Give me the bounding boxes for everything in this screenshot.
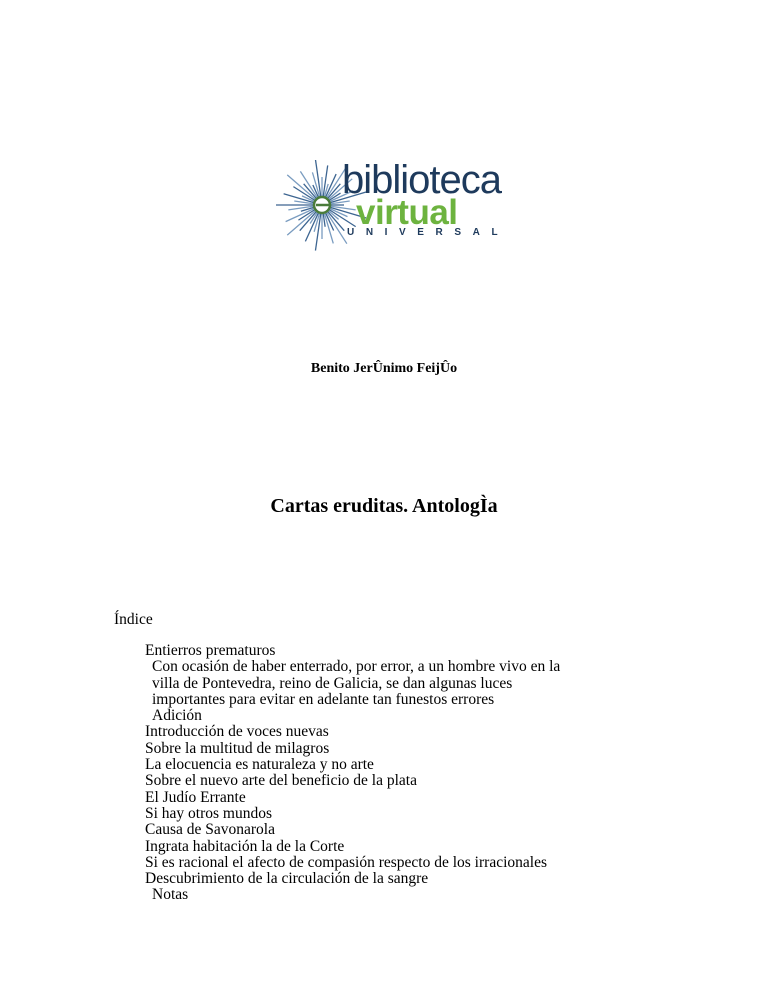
- toc-item[interactable]: Sobre el nuevo arte del beneficio de la plata: [145, 772, 417, 790]
- toc-item[interactable]: importantes para evitar en adelante tan funestos errores: [152, 690, 495, 708]
- toc-item[interactable]: Si es racional el afecto de compasión respecto de los irracionales: [145, 853, 547, 871]
- toc-item[interactable]: La elocuencia es naturaleza y no arte: [145, 756, 374, 774]
- biblioteca-virtual-universal-logo: [258, 160, 508, 250]
- logo-text-virtual: virtual: [356, 193, 458, 232]
- author-name: Benito JerÛnimo FeijÛo: [310, 361, 458, 376]
- toc-item[interactable]: Notas: [152, 886, 189, 904]
- toc-item[interactable]: Ingrata habitación la de la Corte: [145, 837, 345, 855]
- starburst-ray: [325, 214, 334, 244]
- toc-item[interactable]: Causa de Savonarola: [145, 821, 275, 839]
- toc-item[interactable]: villa de Pontevedra, reino de Galicia, se dan algunas luces: [152, 674, 513, 692]
- toc-item[interactable]: El Judío Errante: [145, 788, 246, 806]
- document-title: Cartas eruditas. AntologÌa: [270, 495, 498, 517]
- toc-item[interactable]: Entierros prematuros: [145, 642, 276, 659]
- index-heading: Índice: [114, 611, 153, 628]
- toc-item[interactable]: Sobre la multitud de milagros: [145, 739, 330, 757]
- logo-text-universal: UNIVERSAL: [347, 227, 510, 238]
- logo-text-biblioteca: biblioteca: [342, 158, 502, 202]
- toc-item[interactable]: Adición: [152, 707, 202, 725]
- toc-item[interactable]: Introducción de voces nuevas: [145, 723, 329, 741]
- toc-item[interactable]: Si hay otros mundos: [145, 804, 273, 822]
- toc-item[interactable]: Con ocasión de haber enterrado, por error, a un hombre vivo en la: [152, 658, 561, 676]
- toc-item[interactable]: Descubrimiento de la circulación de la sangre: [145, 870, 429, 888]
- table-of-contents: [0, 643, 560, 904]
